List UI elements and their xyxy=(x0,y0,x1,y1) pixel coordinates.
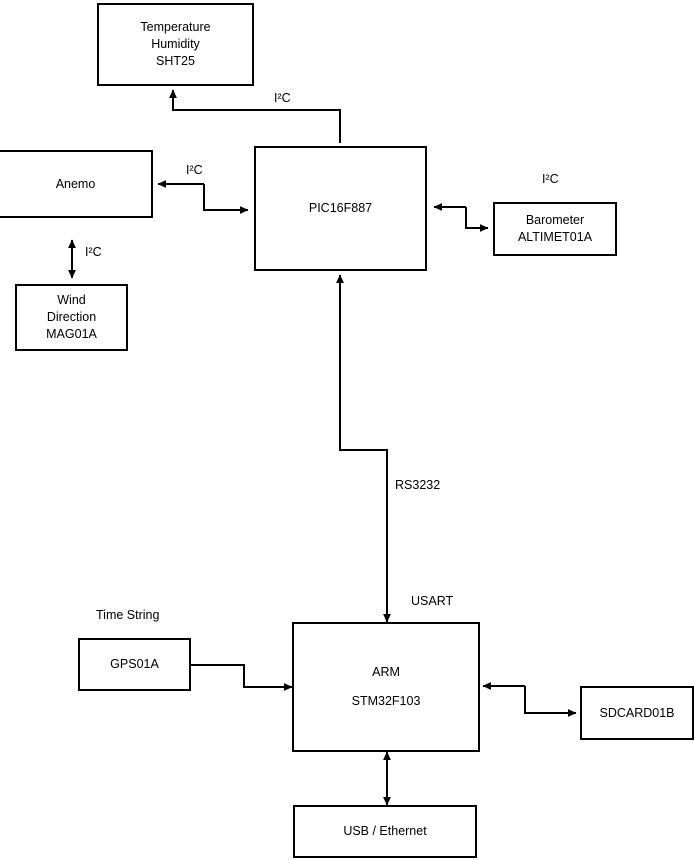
label-i2c-wind: I²C xyxy=(85,245,102,259)
node-mag01a-line-3: MAG01A xyxy=(46,326,97,341)
label-i2c-barometer: I²C xyxy=(542,172,559,186)
node-sht25[interactable] xyxy=(97,3,254,86)
node-anemo[interactable] xyxy=(0,150,153,218)
wire-gps-to-arm xyxy=(191,665,292,687)
node-mag01a[interactable] xyxy=(15,284,128,351)
node-sht25-line-3: SHT25 xyxy=(156,53,195,68)
node-gps01a[interactable] xyxy=(78,638,191,691)
node-pic16f887[interactable] xyxy=(254,146,427,271)
node-barometer-line-1: Barometer xyxy=(525,213,585,228)
label-time-string: Time String xyxy=(96,608,160,622)
node-gps01a-line-1: GPS01A xyxy=(110,657,159,672)
node-usb-ethernet[interactable] xyxy=(293,805,477,858)
node-usb-ethernet-line-1: USB / Ethernet xyxy=(343,824,427,839)
node-arm-line-3: STM32F103 xyxy=(351,694,421,708)
node-sdcard01b[interactable] xyxy=(580,686,694,740)
node-mag01a-line-2: Direction xyxy=(46,310,97,325)
node-sht25-line-1: Temperature xyxy=(140,20,211,35)
node-barometer[interactable] xyxy=(493,202,617,256)
node-anemo-line-1: Anemo xyxy=(55,176,96,191)
node-pic16f887-line-1: PIC16F887 xyxy=(308,201,373,216)
label-rs3232: RS3232 xyxy=(395,478,441,492)
label-i2c-top: I²C xyxy=(274,91,291,105)
node-arm-stm32f103[interactable] xyxy=(292,622,480,752)
node-sdcard01b-line-1: SDCARD01B xyxy=(599,705,675,720)
wire-pic-to-sht25 xyxy=(173,90,340,143)
label-i2c-anemo: I²C xyxy=(186,163,203,177)
wire-pic-barometer xyxy=(434,207,488,228)
wire-arm-to-pic xyxy=(340,275,387,622)
node-sht25-line-2: Humidity xyxy=(151,37,200,52)
label-usart: USART xyxy=(411,594,454,608)
wire-anemo-pic xyxy=(158,184,248,210)
wire-arm-sdcard xyxy=(483,686,576,713)
node-arm-line-1: ARM xyxy=(372,665,400,680)
node-mag01a-line-1: Wind xyxy=(57,293,86,308)
node-barometer-line-2: ALTIMET01A xyxy=(517,230,593,244)
